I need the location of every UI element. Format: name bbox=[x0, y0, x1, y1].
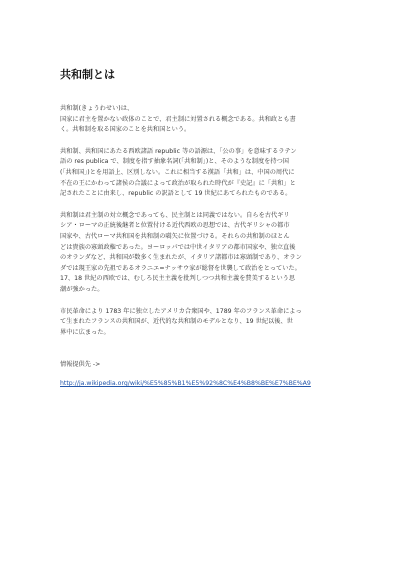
document-page bbox=[60, 66, 360, 389]
article-body bbox=[60, 104, 360, 338]
paragraph bbox=[60, 147, 360, 200]
paragraph-line: て生まれたフランスの共和国が、近代的な共和制のモデルとなり、19 世紀以後、世 bbox=[60, 318, 293, 326]
paragraph-line: 国家に君主を置かない政体のことで、君主制に対置される概念である。共和政とも書 bbox=[60, 115, 296, 123]
paragraph-line: 市民革命により 1783 年に独立したアメリカ合衆国や、1789 年のフランス革命によっ bbox=[60, 307, 302, 315]
paragraph bbox=[60, 211, 360, 296]
paragraph-line: 語の res publica で、制度を指す抽象名詞(「共和制」)と、そのような制度を持つ国 bbox=[60, 158, 289, 166]
page-title: 共和制とは bbox=[60, 68, 115, 81]
paragraph-line: 国家や、古代ローマ共和国を共和制の嚆矢に位置づける。それらの共和制のほとん bbox=[60, 232, 290, 240]
paragraph-line: 不在の王にかわって諸侯の合議によって政治が取られた時代が『史記』に「共和」と bbox=[60, 179, 296, 187]
paragraph-line: 界中に広まった。 bbox=[60, 328, 110, 336]
paragraph bbox=[60, 104, 360, 136]
paragraph-line: のオランダなど、共和国が数多く生まれたが、イタリア諸都市は寡頭制であり、オラン bbox=[60, 254, 302, 262]
paragraph-line: どは貴族の寡頭政権であった。ヨーロッパでは中世イタリアの都市国家や、独立直後 bbox=[60, 243, 296, 251]
paragraph-line: 潮が強かった。 bbox=[60, 285, 104, 293]
source-label: 情報提供先 -> bbox=[60, 361, 101, 369]
paragraph-line: 17、18 世紀の西欧では、むしろ民主主義を批判しつつ共和主義を賛美するという思 bbox=[60, 275, 296, 283]
paragraph-line: 記されたことに由来し、republic の訳語として 19 世紀にあてられたものである。 bbox=[60, 190, 292, 198]
paragraph-line: シア・ローマの正統後継者と位置付ける近代西欧の思想では、古代ギリシャの都市 bbox=[60, 222, 290, 230]
paragraph-line: く。共和制を取る国家のことを共和国という。 bbox=[60, 126, 191, 134]
source-link[interactable]: http://ja.wikipedia.org/wiki/%E5%85%B1%E5%92%8C%E4%B8%BE%E7%BE%A9 bbox=[60, 380, 311, 388]
paragraph-line: (「共和国」)とを用語上、区別しない。これに相当する漢語「共和」は、中国の周代に bbox=[60, 168, 295, 176]
paragraph-line: 共和制は君主制の対立概念であっても、民主制とは同義ではない。自らを古代ギリ bbox=[60, 211, 290, 219]
paragraph-line: ダでは現王家の先祖であるオラニエ=ナッサウ家が総督を世襲して政治をとっていた。 bbox=[60, 264, 301, 272]
paragraph-line: 共和制、共和国にあたる西欧諸語 republic 等の語源は、「公の事」を意味するラテン bbox=[60, 147, 297, 155]
paragraph bbox=[60, 307, 360, 339]
paragraph-line: 共和制(きょうわせい)は、 bbox=[60, 105, 134, 112]
